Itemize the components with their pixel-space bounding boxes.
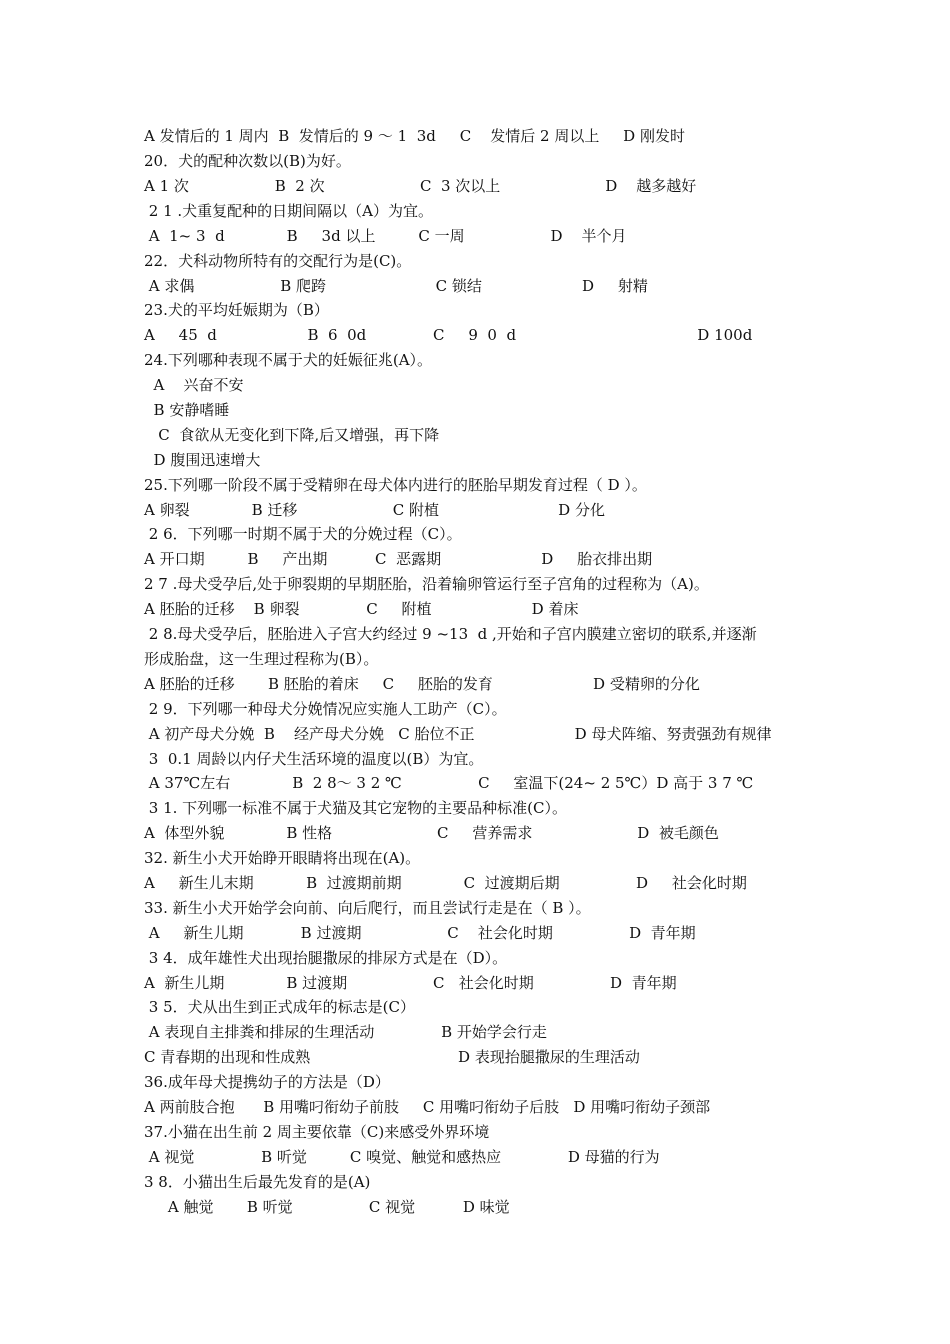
question-22: 22．犬科动物所特有的交配行为是(C)。 (144, 252, 412, 270)
answer-options-22: A 求偶 B 爬跨 C 锁结 D 射精 (144, 277, 648, 295)
answer-options-37: A 视觉 B 听觉 C 嗅觉、触觉和感热应 D 母猫的行为 (144, 1148, 660, 1166)
answer-options-35-ab: A 表现自主排粪和排尿的生理活动 B 开始学会行走 (144, 1023, 547, 1041)
question-27: 2 7 .母犬受孕后,处于卵裂期的早期胚胎，沿着输卵管运行至子宫角的过程称为（A)。 (144, 575, 709, 593)
answer-options-29: A 初产母犬分娩 B 经产母犬分娩 C 胎位不正 D 母犬阵缩、努责强劲有规律 (144, 725, 772, 743)
option-24a: A 兴奋不安 (144, 376, 244, 394)
question-35: 3 5．犬从出生到正式成年的标志是(C） (144, 998, 415, 1016)
answer-options-23: A 45 d B 6 0d C 9 0 d D 100d (144, 326, 753, 344)
question-29: 2 9．下列哪一种母犬分娩情况应实施人工助产（C）。 (144, 700, 507, 718)
answer-options-32: A 新生儿末期 B 过渡期前期 C 过渡期后期 D 社会化时期 (144, 874, 747, 892)
option-24d: D 腹围迅速增大 (144, 451, 261, 469)
answer-options-36: A 两前肢合抱 B 用嘴叼衔幼子前肢 C 用嘴叼衔幼子后肢 D 用嘴叼衔幼子颈部 (144, 1098, 711, 1116)
question-33: 33. 新生小犬开始学会向前、向后爬行，而且尝试行走是在（ B ）。 (144, 899, 591, 917)
answer-options-26: A 开口期 B 产出期 C 恶露期 D 胎衣排出期 (144, 550, 653, 568)
option-24b: B 安静嗜睡 (144, 401, 230, 419)
answer-options-27: A 胚胎的迁移 B 卵裂 C 附植 D 着床 (144, 600, 579, 618)
question-20: 20．犬的配种次数以(B)为好。 (144, 152, 351, 170)
question-21: 2 1 .犬重复配种的日期间隔以（A）为宜。 (144, 202, 433, 220)
answer-options-33: A 新生儿期 B 过渡期 C 社会化时期 D 青年期 (144, 924, 696, 942)
answer-options-30: A 37℃左右 B 2 8～ 3 2 ℃ C 室温下(24~ 2 5℃）D 高于 3 7 ℃ (144, 774, 754, 792)
question-36: 36.成年母犬提携幼子的方法是（D） (144, 1073, 390, 1091)
question-30: 3 0.1 周龄以内仔犬生活环境的温度以(B）为宜。 (144, 750, 484, 768)
question-28-line2: 形成胎盘，这一生理过程称为(B）。 (144, 650, 379, 668)
question-23: 23.犬的平均妊娠期为（B） (144, 301, 329, 319)
question-25: 25.下列哪一阶段不属于受精卵在母犬体内进行的胚胎早期发育过程（ D ）。 (144, 476, 647, 494)
question-24: 24.下列哪种表现不属于犬的妊娠征兆(A）。 (144, 351, 433, 369)
answer-options-25: A 卵裂 B 迁移 C 附植 D 分化 (144, 501, 605, 519)
question-31: 3 1. 下列哪一标准不属于犬猫及其它宠物的主要品种标准(C）。 (144, 799, 567, 817)
answer-options-35-cd: C 青春期的出现和性成熟 D 表现抬腿撒尿的生理活动 (144, 1048, 640, 1066)
question-26: 2 6．下列哪一时期不属于犬的分娩过程（C）。 (144, 525, 462, 543)
answer-options-31: A 体型外貌 B 性格 C 营养需求 D 被毛颜色 (144, 824, 719, 842)
question-32: 32. 新生小犬开始睁开眼睛将出现在(A)。 (144, 849, 421, 867)
question-38: 3 8．小猫出生后最先发育的是(A) (144, 1173, 371, 1191)
answer-options-34: A 新生儿期 B 过渡期 C 社会化时期 D 青年期 (144, 974, 677, 992)
answer-options-21: A 1~ 3 d B 3d 以上 C 一周 D 半个月 (144, 227, 627, 245)
answer-options-19: A 发情后的 1 周内 B 发情后的 9 ～ 1 3d C 发情后 2 周以上 D 刚发时 (144, 127, 685, 145)
answer-options-28: A 胚胎的迁移 B 胚胎的着床 C 胚胎的发育 D 受精卵的分化 (144, 675, 700, 693)
answer-options-20: A 1 次 B 2 次 C 3 次以上 D 越多越好 (144, 177, 697, 195)
answer-options-38: A 触觉 B 听觉 C 视觉 D 味觉 (144, 1198, 510, 1216)
question-34: 3 4．成年雄性犬出现抬腿撒尿的排尿方式是在（D）。 (144, 949, 508, 967)
question-37: 37.小猫在出生前 2 周主要依靠（C)来感受外界环境 (144, 1123, 490, 1141)
option-24c: C 食欲从无变化到下降,后又增强，再下降 (144, 426, 440, 444)
question-28-line1: 2 8.母犬受孕后，胚胎进入子宫大约经过 9 ~13 d ,开始和子宫内膜建立密切的联系,并逐渐 (144, 625, 757, 643)
